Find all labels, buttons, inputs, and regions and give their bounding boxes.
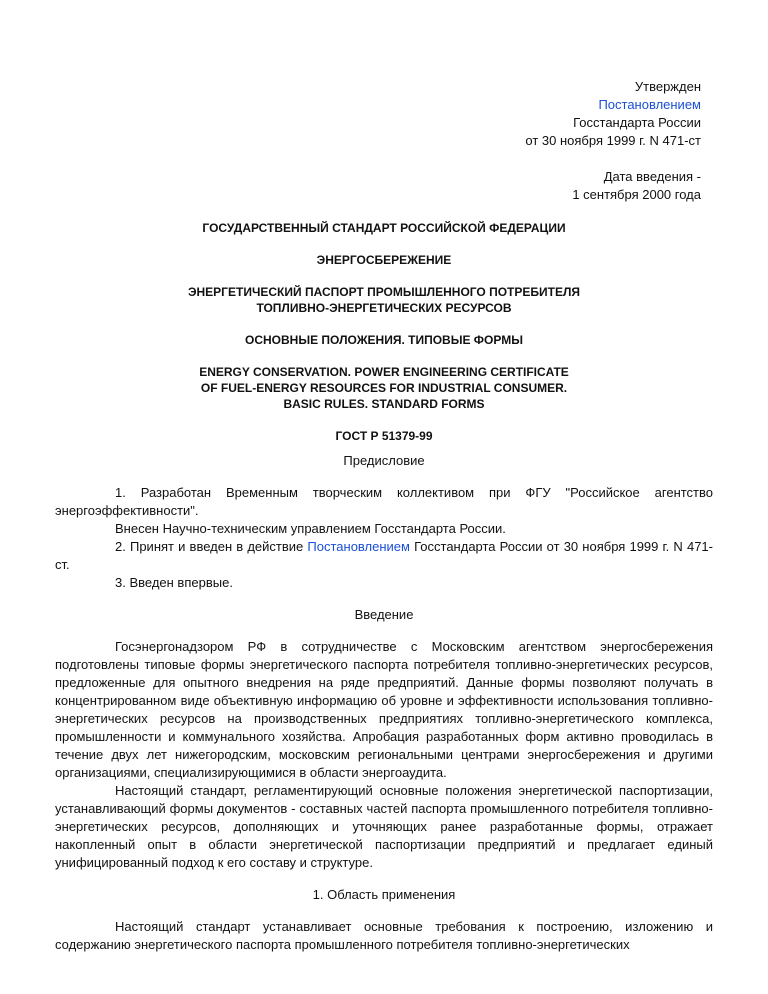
scope-para-1: Настоящий стандарт устанавливает основные требования к построению, изложению и содержанию энергетического паспорта промышленного потребителя топливно-энергетических bbox=[55, 919, 713, 952]
foreword-decree-link[interactable]: Постановлением bbox=[307, 539, 410, 554]
introduction-section bbox=[55, 638, 713, 872]
scope-heading: 1. Область применения bbox=[312, 887, 456, 902]
decree-link[interactable]: Постановлением bbox=[598, 97, 701, 112]
gost-number: ГОСТ Р 51379-99 bbox=[335, 429, 433, 443]
introduction-para-2: Настоящий стандарт, регламентирующий основные положения энергетической паспортизации, устанавливающий формы документов - составных частей паспорта промышленного потребителя топливно-энергетических ресурсов, дополняющих и уточняющих ранее разработанные формы, отражает накопленный опыт в области энергетической паспортизации предприятий и предлагает единый унифицированный подход к его составу и структуре. bbox=[55, 783, 713, 870]
english-title-line3: BASIC RULES. STANDARD FORMS bbox=[283, 397, 485, 411]
introduction-heading: Введение bbox=[354, 607, 414, 622]
introduction-para-1: Госэнергонадзором РФ в сотрудничестве с Московским агентством энергосбережения подготовлены типовые формы энергетического паспорта потребителя топливно-энергетических ресурсов, предложенные для опытного внедрения на ряде предприятий. Данные формы позволяют получать в концентрированном виде объективную информацию об уровне и эффективности использования топливно-энергетических ресурсов на производственных предприятиях топливно-энергетического комплекса, промышленности и коммунального хозяйства. Апробация разработанных форм активно проводилась в течение двух лет нижегородским, московским региональными центрами энергосбережения и другими организациями, специализирующимися в области энергоаудита. bbox=[55, 639, 713, 780]
title-block bbox=[55, 220, 713, 444]
english-title-line1: ENERGY CONSERVATION. POWER ENGINEERING CERTIFICATE bbox=[199, 365, 569, 379]
foreword-heading: Предисловие bbox=[343, 453, 425, 468]
english-title-line2: OF FUEL-ENERGY RESOURCES FOR INDUSTRIAL CONSUMER. bbox=[200, 381, 568, 395]
effective-date-value: 1 сентября 2000 года bbox=[572, 187, 701, 202]
foreword-item-1b: Внесен Научно-техническим управлением Госстандарта России. bbox=[115, 521, 506, 536]
foreword-section bbox=[55, 484, 713, 592]
scope-section bbox=[55, 918, 713, 954]
effective-date-label: Дата введения - bbox=[603, 169, 701, 184]
passport-title-line1: ЭНЕРГЕТИЧЕСКИЙ ПАСПОРТ ПРОМЫШЛЕННОГО ПОТРЕБИТЕЛЯ bbox=[187, 285, 581, 299]
foreword-item-1: 1. Разработан Временным творческим коллективом при ФГУ "Российское агентство энергоэффективности". bbox=[55, 485, 713, 518]
approved-label: Утвержден bbox=[634, 79, 701, 94]
decree-date: от 30 ноября 1999 г. N 471-ст bbox=[525, 133, 701, 148]
foreword-item-3: 3. Введен впервые. bbox=[115, 575, 233, 590]
basic-rules-title: ОСНОВНЫЕ ПОЛОЖЕНИЯ. ТИПОВЫЕ ФОРМЫ bbox=[245, 333, 523, 347]
state-standard-title: ГОСУДАРСТВЕННЫЙ СТАНДАРТ РОССИЙСКОЙ ФЕДЕРАЦИИ bbox=[202, 221, 566, 235]
passport-title-line2: ТОПЛИВНО-ЭНЕРГЕТИЧЕСКИХ РЕСУРСОВ bbox=[256, 301, 512, 315]
foreword-item-2: 2. Принят и введен в действие Постановлением Госстандарта России от 30 ноября 1999 г. N 471-ст. bbox=[55, 539, 713, 572]
approval-block bbox=[55, 78, 701, 204]
energy-saving-title: ЭНЕРГОСБЕРЕЖЕНИЕ bbox=[316, 253, 452, 267]
issuer-label: Госстандарта России bbox=[573, 115, 701, 130]
